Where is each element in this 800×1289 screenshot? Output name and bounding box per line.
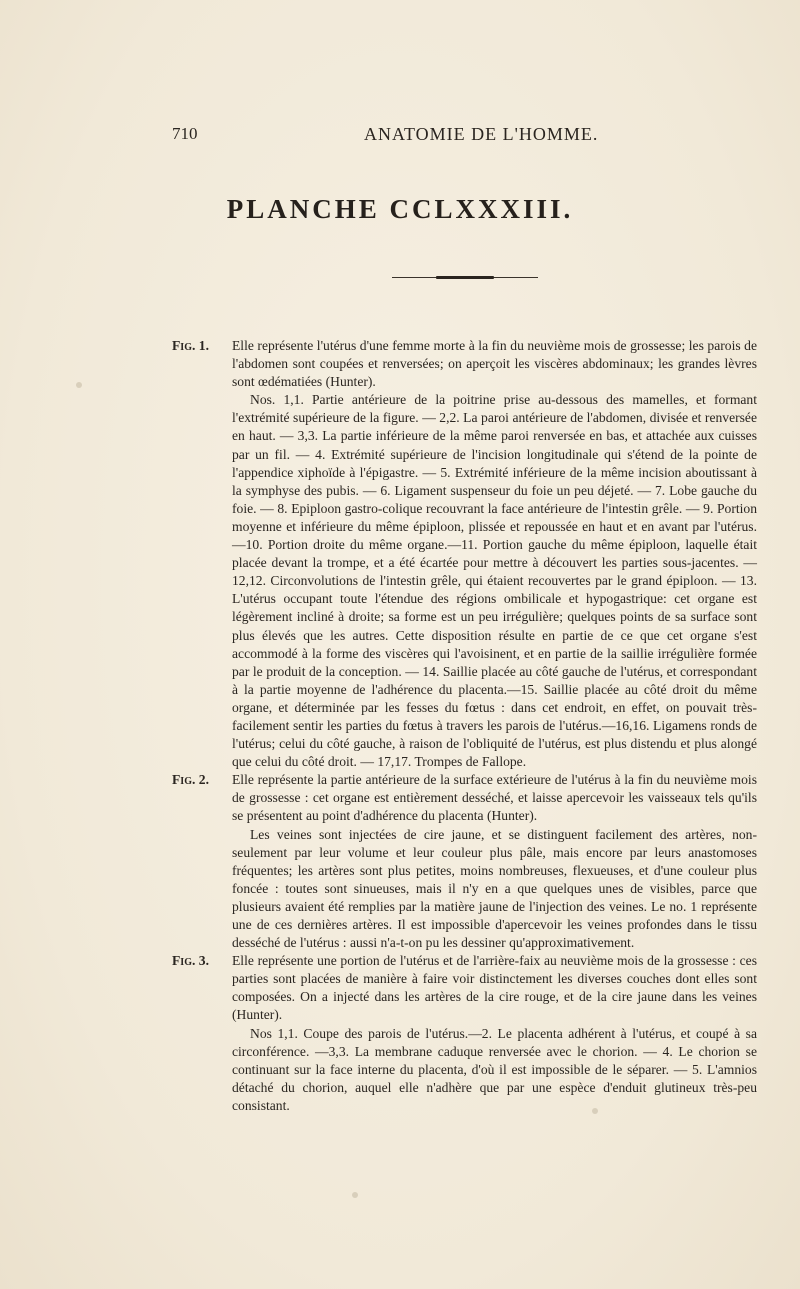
page-number: 710 <box>172 124 198 143</box>
body-text <box>172 337 757 1115</box>
figure-2-paragraph-1: Elle représente la partie antérieure de la surface extérieure de l'utérus à la fin du neuvième mois de grossesse : cet organe est entièrement desséché, et laisse apercevoir les vaisseaux tels qu'ils se présentent au point d'adhérence du placenta (Hunter). <box>232 772 757 824</box>
figure-3-label: Fig. 3. <box>172 953 209 969</box>
decorative-rule <box>392 276 538 279</box>
running-head: ANATOMIE DE L'HOMME. <box>364 124 599 144</box>
figure-2-label: Fig. 2. <box>172 772 209 788</box>
figure-2-description <box>172 771 757 952</box>
figure-3-paragraph-2: Nos 1,1. Coupe des parois de l'utérus.—2. Le placenta adhérent à l'utérus, et coupé à sa circonférence. —3,3. La membrane caduque renversée avec le chorion. — 4. Le chorion se continuant sur la face interne du placenta, d'où il est impossible de le séparer. — 5. L'amnios détaché du chorion, auquel elle n'adhère que par une espèce d'enduit glutineux très-peu consistant. <box>232 1025 757 1113</box>
figure-3-description <box>172 952 757 1115</box>
plate-title: PLANCHE CCLXXXIII. <box>226 194 574 224</box>
figure-2-paragraph-2: Les veines sont injectées de cire jaune, et se distinguent facilement des artères, non-seulement par leur volume et leur couleur plus pâle, mais encore par leurs anastomoses fréquentes; les artères sont plus petites, moins nombreuses, flexueuses, et d'une couleur plus foncée : toutes sont sinueuses, mais il n'y en a que quelques unes de visibles, parce que plusieurs avaient été remplies par la matière jaune de l'injection des veines. Le no. 1 représente une de ces dernières artères. Il est impossible d'apercevoir les veines profondes dans le tissu desséché de l'utérus : aussi n'a-t-on pu les dessiner qu'approximativement. <box>232 826 757 951</box>
figure-3-paragraph-1: Elle représente une portion de l'utérus et de l'arrière-faix au neuvième mois de la grossesse : ces parties sont placées de manière à faire voir distinctement les diverses couches dont elles sont composées. On a injecté dans les artères de la cire rouge, et de la cire jaune dans les veines (Hunter). <box>232 953 757 1023</box>
paper-stain <box>76 382 82 388</box>
figure-1-paragraph-1: Elle représente l'utérus d'une femme morte à la fin du neuvième mois de grossesse; les parois de l'abdomen sont coupées et renversées; on aperçoit les viscères abdominaux; les grandes lèvres sont œdématiées (Hunter). <box>232 338 757 390</box>
paper-stain <box>352 1192 358 1198</box>
figure-1-label: Fig. 1. <box>172 338 209 353</box>
figure-1-paragraph-2: Nos. 1,1. Partie antérieure de la poitrine prise au-dessous des mamelles, et formant l'extrémité supérieure de la figure. — 2,2. La paroi antérieure de l'abdomen, divisée et renversée en haut. — 3,3. La partie inférieure de la même paroi renversée en bas, et attachée aux cuisses par un fil. — 4. Extrémité supérieure de l'incision longitudinale qui s'étend de la pointe de l'appendice xiphoïde à l'épigastre. — 5. Extrémité inférieure de la même incision aboutissant à la symphyse des pubis. — 6. Ligament suspenseur du foie un peu déjeté. — 7. Lobe gauche du foie. — 8. Epiploon gastro-colique recouvrant la face antérieure de l'intestin grêle. — 9. Portion moyenne et inférieure du même épiploon, plissée et repoussée en haut et en avant par l'utérus. —10. Portion droite du même organe.—11. Portion gauche du même épiploon, laquelle était placée devant la trompe, et a été écartée pour mettre à découvert les parties sous-jacentes. — 12,12. Circonvolutions de l'intestin grêle, qui étaient recouvertes par le grand épiploon. — 13. L'utérus occupant toute l'étendue des régions ombilicale et hypogastrique: cet organe est légèrement incliné à droite; sa forme est un peu irrégulière; quelques points de sa surface sont plus élevés que les autres. Cette disposition résulte en partie de ce que cet organe s'est accommodé à la forme des viscères qui l'avoisinent, et en partie de la saillie irrégulière formée par le produit de la conception. — 14. Saillie placée au côté gauche de l'utérus, et correspondant à la partie moyenne de l'adhérence du placenta.—15. Saillie placée au côté droit du même organe, et déterminée par les fesses du fœtus : dans cet endroit, en effet, on pouvait très-facilement sentir les parties du fœtus à travers les parois de l'utérus.—16,16. Ligamens ronds de l'utérus; celui du côté gauche, à raison de l'obliquité de l'utérus, est plus distendu et plus alongé que celui du côté droit. — 17,17. Trompes de Fallope. <box>232 392 757 770</box>
figure-1-description <box>172 337 757 771</box>
page-header <box>172 122 772 148</box>
